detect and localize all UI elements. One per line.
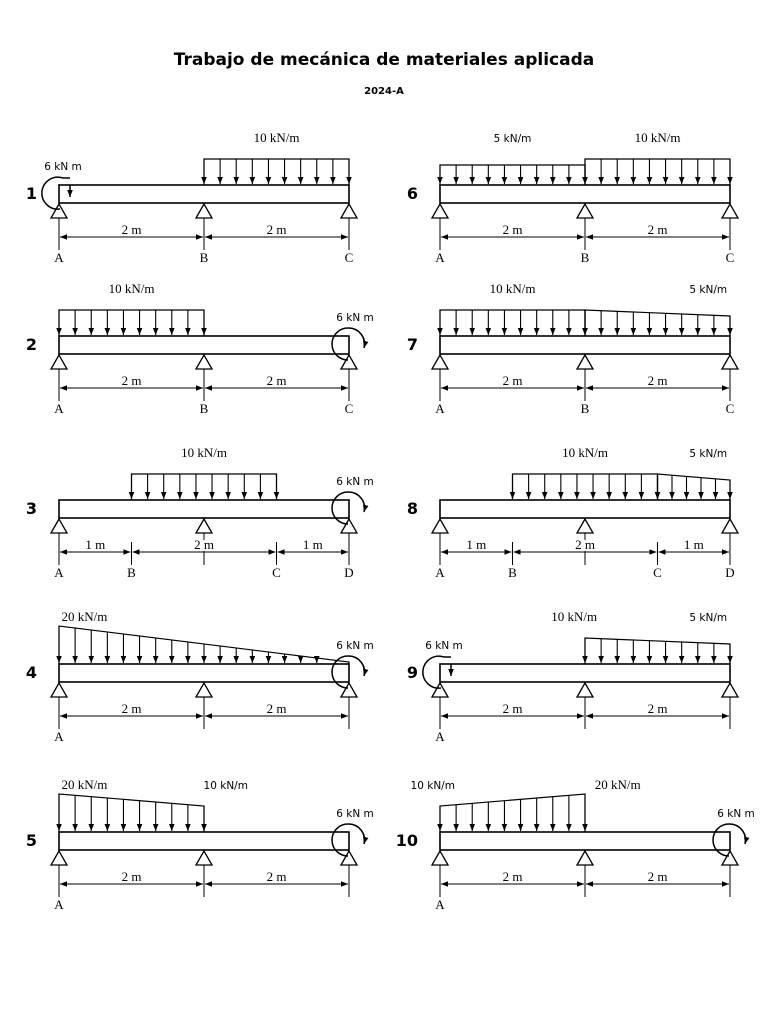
pin-support (196, 683, 212, 697)
point-label: A (54, 897, 64, 912)
load-outline (585, 638, 730, 664)
beam (440, 336, 730, 354)
load-label: 20 kN/m (61, 609, 108, 624)
dimension-label: 2 m (647, 222, 668, 237)
load-outline (204, 159, 349, 185)
moment-arrow (348, 656, 365, 676)
point-label: C (272, 565, 281, 580)
moment-label: 6 kN m (336, 476, 374, 488)
beam-problem-5 (26, 777, 374, 912)
moment-arrow (348, 328, 365, 348)
dimension-label: 2 m (502, 222, 523, 237)
load-outline (585, 310, 730, 336)
load-label: 10 kN/m (562, 445, 608, 460)
pin-support (341, 204, 357, 218)
beam (440, 500, 730, 518)
dimension-label: 2 m (502, 701, 523, 716)
load-outline (59, 794, 204, 832)
load-outline (440, 165, 585, 185)
dimension-label: 2 m (266, 701, 287, 716)
moment-arrow (348, 824, 365, 844)
problem-number: 6 (406, 184, 418, 203)
point-label: A (435, 565, 445, 580)
distributed-load (513, 474, 658, 500)
point-label: D (344, 565, 354, 580)
pin-support (577, 519, 593, 533)
point-label: B (199, 401, 209, 416)
distributed-load (440, 165, 585, 185)
load-outline (585, 159, 730, 185)
pin-support (432, 355, 448, 369)
distributed-load (658, 474, 731, 500)
page-subtitle: 2024-A (364, 86, 404, 97)
load-outline (132, 474, 277, 500)
beam (440, 185, 730, 203)
load-label: 10 kN/m (203, 780, 248, 792)
pin-support (577, 851, 593, 865)
moment-arrow (729, 824, 746, 844)
beam-problem-10 (396, 777, 755, 912)
load-outline (513, 474, 658, 500)
point-label: C (725, 250, 735, 265)
dimension-label: 2 m (121, 373, 142, 388)
dimension-label: 2 m (575, 537, 595, 552)
pin-support (432, 851, 448, 865)
pin-support (722, 204, 738, 218)
point-label: A (435, 250, 445, 265)
dimension-label: 2 m (121, 869, 142, 884)
point-label: A (54, 729, 64, 744)
point-label: B (508, 565, 517, 580)
moment-label: 6 kN m (336, 312, 374, 324)
problem-number: 1 (25, 184, 37, 203)
pin-support (51, 683, 67, 697)
distributed-load (585, 638, 730, 664)
dimension-label: 2 m (266, 222, 287, 237)
distributed-load (59, 626, 349, 664)
distributed-load (585, 310, 730, 336)
pin-support (341, 683, 357, 697)
load-label: 20 kN/m (61, 777, 108, 792)
pin-support (432, 204, 448, 218)
moment-label: 6 kN m (336, 808, 374, 820)
problem-number: 2 (25, 335, 37, 354)
point-label: A (54, 250, 64, 265)
dimension-label: 2 m (266, 373, 287, 388)
point-label: D (725, 565, 735, 580)
moment-arrow (348, 492, 365, 512)
beam-problem-1 (26, 130, 357, 265)
pin-support (577, 683, 593, 697)
distributed-load (440, 794, 585, 832)
beam-problem-6 (407, 130, 738, 265)
beam (440, 832, 730, 850)
pin-support (341, 519, 357, 533)
beam-problem-7 (407, 281, 738, 416)
dimension-label: 2 m (502, 869, 523, 884)
page-title: Trabajo de mecánica de materiales aplicada (173, 50, 595, 70)
load-outline (59, 310, 204, 336)
point-label: A (435, 897, 445, 912)
beam-problem-2 (26, 281, 374, 416)
load-label: 5 kN/m (689, 612, 728, 624)
problem-number: 9 (406, 663, 418, 682)
point-label: C (653, 565, 662, 580)
pin-support (341, 851, 357, 865)
beam-problem-4 (26, 609, 374, 744)
load-label: 10 kN/m (634, 130, 681, 145)
beam (59, 500, 349, 518)
dimension-label: 1 m (466, 537, 487, 552)
beam-problem-3 (26, 445, 374, 580)
point-label: B (127, 565, 136, 580)
load-label: 20 kN/m (594, 777, 641, 792)
dimension-label: 2 m (502, 373, 523, 388)
pin-support (722, 355, 738, 369)
point-label: A (435, 729, 445, 744)
beam (59, 185, 349, 203)
point-label: C (344, 250, 354, 265)
point-label: B (580, 250, 590, 265)
moment-label: 6 kN m (717, 808, 755, 820)
load-label: 10 kN/m (551, 609, 598, 624)
pin-support (196, 519, 212, 533)
pin-support (51, 204, 67, 218)
load-label: 10 kN/m (489, 281, 536, 296)
dimension-label: 2 m (121, 222, 142, 237)
dimension-label: 1 m (683, 537, 704, 552)
pin-support (341, 355, 357, 369)
pin-support (722, 851, 738, 865)
dimension-label: 2 m (266, 869, 287, 884)
distributed-load (59, 794, 204, 832)
point-label: A (54, 401, 64, 416)
pin-support (722, 683, 738, 697)
distributed-load (204, 159, 349, 185)
pin-support (577, 355, 593, 369)
dimension-label: 2 m (647, 701, 668, 716)
dimension-label: 2 m (647, 869, 668, 884)
pin-support (51, 851, 67, 865)
pin-support (51, 519, 67, 533)
point-label: A (435, 401, 445, 416)
load-label: 5 kN/m (493, 133, 532, 145)
distributed-load (59, 310, 204, 336)
beam (59, 832, 349, 850)
problem-number: 4 (25, 663, 37, 682)
load-label: 5 kN/m (689, 448, 728, 460)
load-label: 10 kN/m (108, 281, 155, 296)
point-label: A (54, 565, 64, 580)
moment-label: 6 kN m (425, 640, 463, 652)
load-label: 10 kN/m (181, 445, 227, 460)
load-label: 5 kN/m (689, 284, 728, 296)
point-label: B (199, 250, 209, 265)
pin-support (51, 355, 67, 369)
moment-label: 6 kN m (336, 640, 374, 652)
load-outline (658, 474, 731, 500)
pin-support (196, 355, 212, 369)
problem-number: 5 (25, 831, 37, 850)
point-label: B (580, 401, 590, 416)
pin-support (722, 519, 738, 533)
load-label: 10 kN/m (410, 780, 455, 792)
dimension-label: 2 m (647, 373, 668, 388)
distributed-load (440, 310, 585, 336)
dimension-label: 1 m (85, 537, 106, 552)
load-outline (440, 310, 585, 336)
problem-number: 8 (406, 499, 418, 518)
pin-support (577, 204, 593, 218)
pin-support (196, 204, 212, 218)
beam-problem-9 (407, 609, 738, 744)
load-outline (440, 794, 585, 832)
beam-problem-8 (407, 445, 738, 580)
distributed-load (585, 159, 730, 185)
pin-support (196, 851, 212, 865)
beam (440, 664, 730, 682)
load-label: 10 kN/m (253, 130, 300, 145)
distributed-load (132, 474, 277, 500)
point-label: C (725, 401, 735, 416)
beam (59, 664, 349, 682)
beam (59, 336, 349, 354)
problem-number: 7 (406, 335, 418, 354)
pin-support (432, 683, 448, 697)
dimension-label: 2 m (194, 537, 214, 552)
dimension-label: 1 m (302, 537, 323, 552)
dimension-label: 2 m (121, 701, 142, 716)
point-label: C (344, 401, 354, 416)
problem-number: 3 (25, 499, 37, 518)
moment-label: 6 kN m (44, 161, 82, 173)
pin-support (432, 519, 448, 533)
problem-number: 10 (395, 831, 418, 850)
